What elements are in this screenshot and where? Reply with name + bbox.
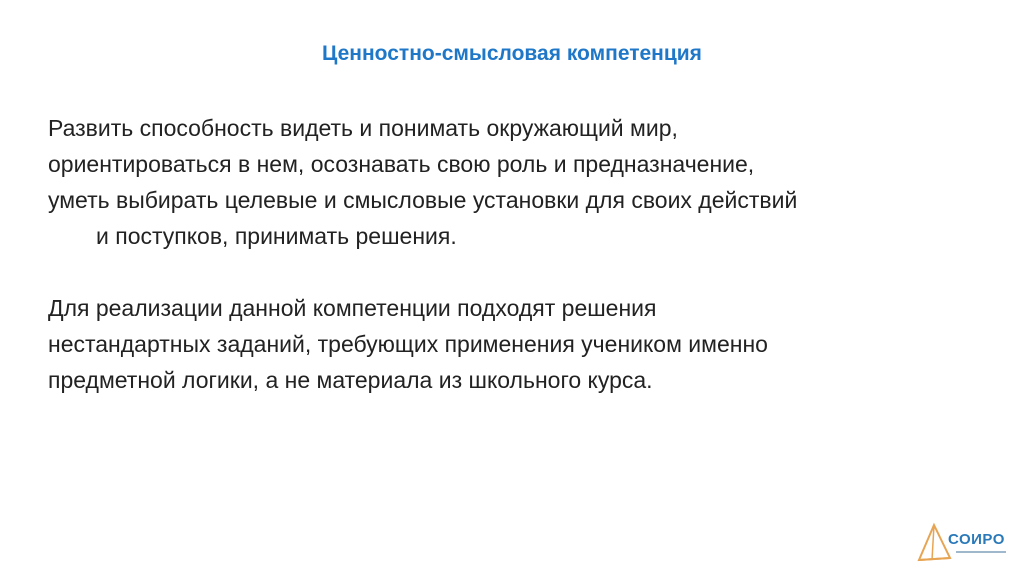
paragraph-1-line-1: Развить способность видеть и понимать окружающий мир,: [48, 115, 678, 141]
paragraph-2-line-1: Для реализации данной компетенции подходят решения: [48, 295, 657, 321]
logo-underline: [956, 551, 1006, 553]
paragraph-1-line-2: ориентироваться в нем, осознавать свою роль и предназначение,: [48, 151, 755, 177]
soiro-logo: [916, 522, 1012, 568]
paragraph-1: [48, 110, 948, 254]
paragraph-1-line-4: и поступков, принимать решения.: [96, 223, 457, 249]
logo-text: СОИРО: [948, 531, 1005, 548]
paragraph-1-line-3: уметь выбирать целевые и смысловые установки для своих действий: [48, 187, 798, 213]
slide-title: Ценностно-смысловая компетенция: [322, 42, 702, 65]
paragraph-2-line-2: нестандартных заданий, требующих применения учеником именно: [48, 331, 768, 357]
paragraph-2: [48, 290, 948, 398]
paragraph-2-line-3: предметной логики, а не материала из школьного курса.: [48, 367, 653, 393]
